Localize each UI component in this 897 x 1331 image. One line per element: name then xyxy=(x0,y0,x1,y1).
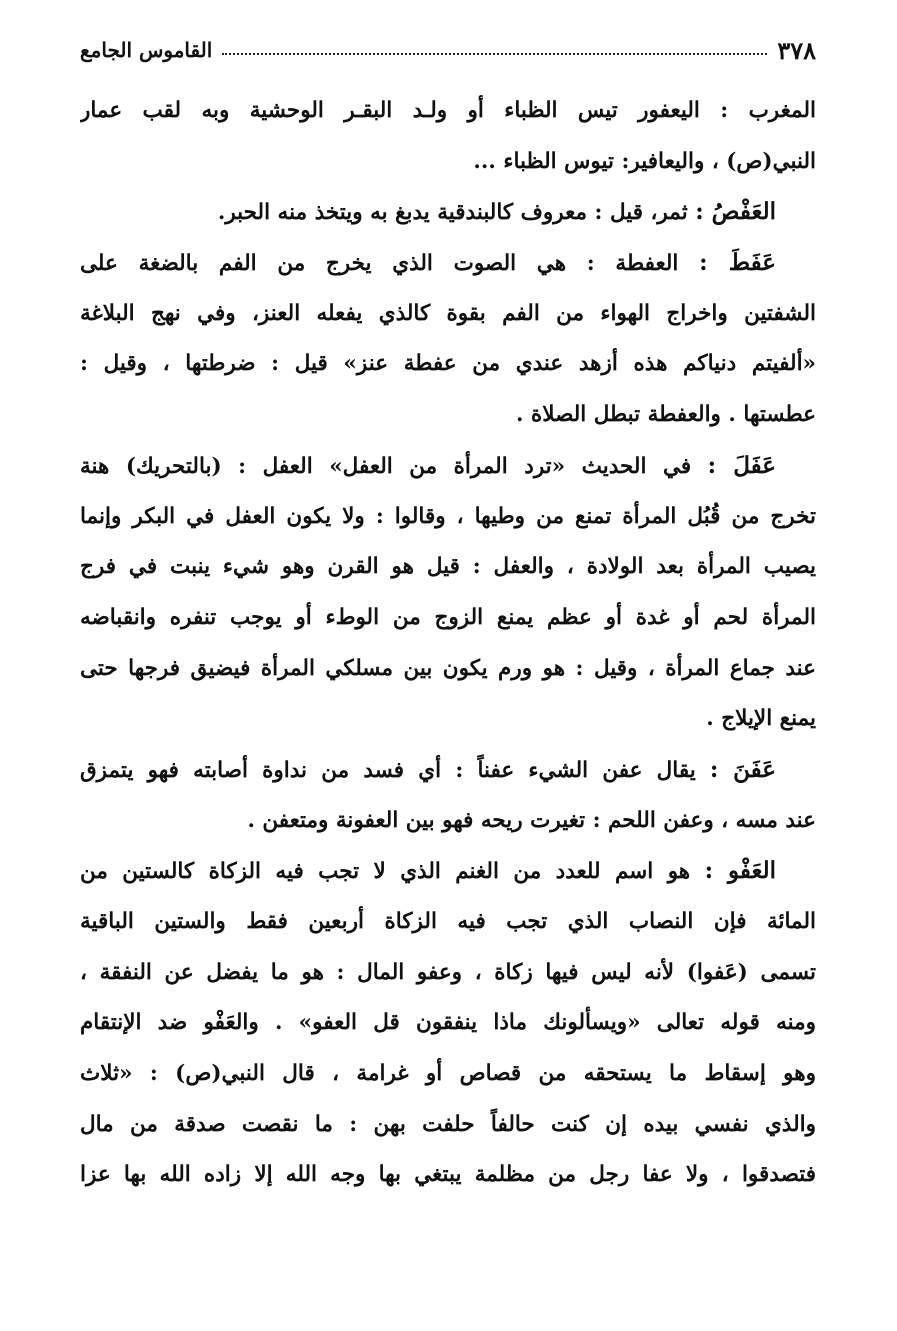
text-line xyxy=(80,745,816,796)
line-text: ومنه قوله تعالى «ويسألونك ماذا ينفقون قل العفو» . والعَفْو ضد الإنتقام xyxy=(80,1010,816,1036)
text-line xyxy=(80,1100,816,1151)
text-line xyxy=(80,339,816,390)
text-line xyxy=(80,796,816,847)
line-text: عطستها . والعفطة تبطل الصلاة . xyxy=(516,402,816,428)
text-line xyxy=(80,694,816,745)
line-text: ثمر، قيل : معروف كالبندقية يدبغ به ويتخذ منه الحبر. xyxy=(217,200,696,226)
entry-headword: عَفَنَ : xyxy=(709,755,776,783)
text-line xyxy=(80,86,816,137)
text-line xyxy=(80,644,816,695)
line-text: يمنع الإيلاج . xyxy=(706,706,816,732)
text-line xyxy=(80,441,816,492)
entry-headword: عَفَلَ : xyxy=(707,451,776,479)
text-line xyxy=(80,492,816,543)
text-line xyxy=(80,289,816,340)
text-line xyxy=(80,238,816,289)
line-text: والذي نفسي بيده إن كنت حالفاً حلفت بهن : ما نقصت صدقة من مال xyxy=(80,1111,816,1137)
line-text: «ألفيتم دنياكم هذه أزهد عندي من عفطة عنز» قيل : ضرطتها ، وقيل : xyxy=(80,351,816,377)
running-title: القاموس الجامع xyxy=(80,38,213,62)
line-text: المرأة لحم أو غدة أو عظم يمنع الزوج من الوطء أو يوجب تنفره وانقباضه xyxy=(80,604,816,630)
line-text: المغرب : اليعفور تيس الظباء أو ولـد البقـر الوحشية وبه لقب عمار xyxy=(80,98,816,123)
dictionary-entries xyxy=(80,86,816,1201)
text-line xyxy=(80,1150,816,1201)
text-line xyxy=(80,390,816,441)
line-text: المائة فإن النصاب الذي تجب فيه الزكاة أربعين فقط والستين الباقية xyxy=(80,909,816,934)
line-text: العفطة : هي الصوت الذي يخرج من الفم بالضغة على xyxy=(80,251,700,277)
page-header xyxy=(80,30,816,70)
line-text: فتصدقوا ، ولا عفا رجل من مظلمة يبتغي بها وجه الله إلا زاده الله بها عزا xyxy=(80,1162,816,1188)
line-text: يصيب المرأة بعد الولادة ، والعفل : قيل هو القرن وهو شيء ينبت في فرج xyxy=(80,554,816,580)
line-text: الشفتين واخراج الهواء من الفم بقوة كالذي يفعله العنز، وفي نهج البلاغة xyxy=(80,300,816,326)
text-line xyxy=(80,593,816,644)
text-line xyxy=(80,846,816,897)
line-text: تسمى (عَفوا) لأنه ليس فيها زكاة ، وعفو المال : هو ما يفضل عن النفقة ، xyxy=(80,959,816,985)
page-number: ٣٧٨ xyxy=(777,35,816,65)
entry-headword: العَفْصُ : xyxy=(695,198,776,226)
line-text: يقال عفن الشيء عفناً : أي فسد من نداوة أصابته فهو يتمزق xyxy=(80,757,710,783)
line-text: عند مسه ، وعفن اللحم : تغيرت ريحه فهو بين العفونة ومتعفن . xyxy=(247,807,816,833)
line-text: وهو إسقاط ما يستحقه من قصاص أو غرامة ، قال النبي(ص) : «ثلاث xyxy=(80,1061,816,1087)
entry-headword: العَفْو : xyxy=(704,857,777,885)
text-line xyxy=(80,542,816,593)
text-line xyxy=(80,187,816,238)
line-text: النبي(ص) ، واليعافير: تيوس الظباء ... xyxy=(473,148,816,174)
text-line xyxy=(80,897,816,948)
text-line xyxy=(80,137,816,188)
text-line xyxy=(80,1049,816,1100)
line-text: في الحديث «ترد المرأة من العفل» العفل : (بالتحريك) هنة xyxy=(80,453,708,479)
line-text: عند جماع المرأة ، وقيل : هو ورم يكون بين مسلكي المرأة فيضيق فرجها حتى xyxy=(80,655,816,681)
dotted-leader xyxy=(222,53,767,55)
line-text: تخرج من قُبُل المرأة تمنع من وطيها ، وقالوا : ولا يكون العفل في البكر وإنما xyxy=(80,503,816,529)
line-text: هو اسم للعدد من الغنم الذي لا تجب فيه الزكاة كالستين من xyxy=(80,859,705,885)
text-line xyxy=(80,948,816,999)
entry-headword: عَفَطَ : xyxy=(699,249,776,277)
text-line xyxy=(80,998,816,1049)
